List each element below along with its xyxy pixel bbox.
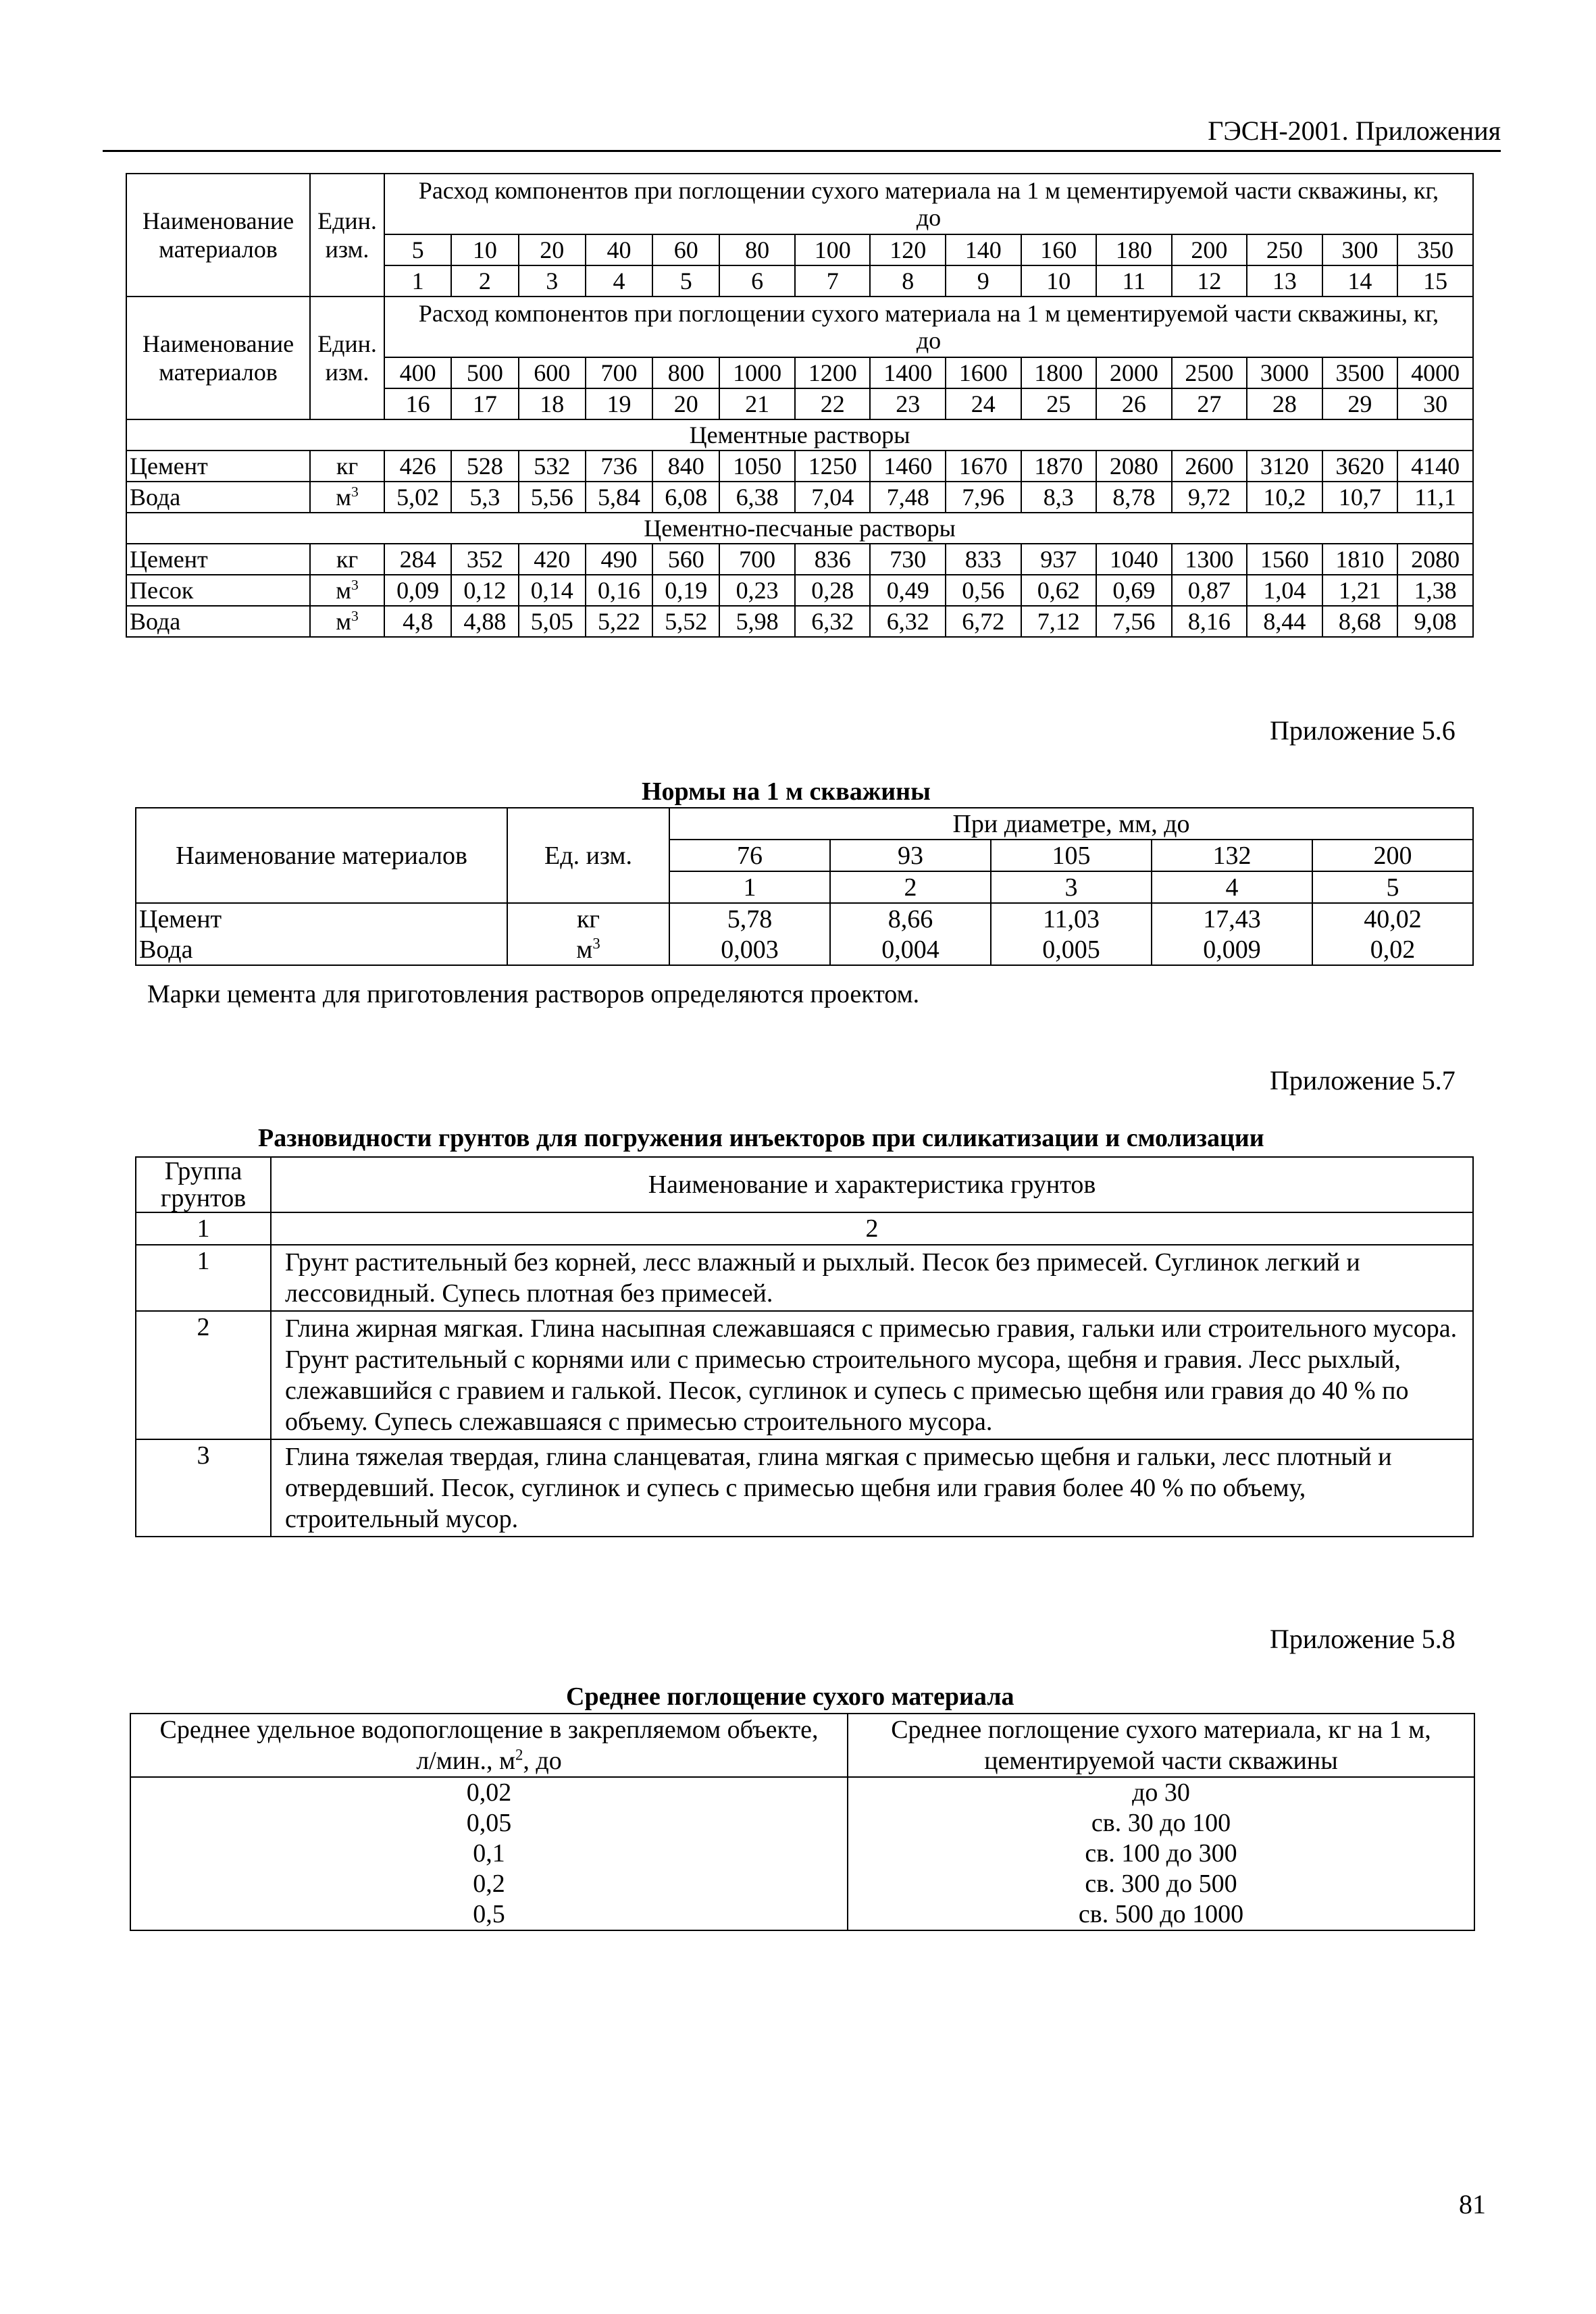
value-cell: 7,56 xyxy=(1096,606,1172,637)
group-number: 2 xyxy=(136,1311,271,1439)
data-row xyxy=(130,1869,1474,1899)
column-number: 18 xyxy=(519,388,586,419)
header-sup: 2 xyxy=(515,1746,523,1764)
group-number: 1 xyxy=(136,1245,271,1311)
column-number: 28 xyxy=(1247,388,1322,419)
value-cell: 0,62 xyxy=(1021,575,1097,606)
col-desc-header: Наименование и характеристика грунтов xyxy=(271,1157,1473,1212)
data-row xyxy=(136,1439,1473,1537)
value-header: 1000 xyxy=(719,357,795,388)
unit-text: $м^3$ xyxy=(336,608,359,635)
value-cell: 4140 xyxy=(1397,451,1473,482)
water-absorption-value: 0,2 xyxy=(130,1869,848,1899)
unit-superscript: 3 xyxy=(351,608,359,624)
diameter-header: 76 xyxy=(669,840,830,871)
data-row xyxy=(130,1777,1474,1808)
diameter-header: 105 xyxy=(991,840,1152,871)
value-cell: 1,04 xyxy=(1247,575,1322,606)
value-cell: 6,32 xyxy=(795,606,871,637)
value-cell: 1870 xyxy=(1021,451,1097,482)
value-header: 2500 xyxy=(1172,357,1247,388)
material-name: Цемент xyxy=(136,903,507,934)
soil-types-table xyxy=(135,1156,1474,1537)
value-cell: 0,009 xyxy=(1152,934,1312,965)
value-cell: 0,14 xyxy=(519,575,586,606)
unit-text: $м^3$ xyxy=(576,934,600,964)
value-cell: 560 xyxy=(652,544,719,575)
header-text: Среднее удельное водопоглощение в закрепляемом объекте, л/мин., м xyxy=(159,1716,819,1775)
block1-caption: Расход компонентов при поглощении сухого материала на 1 м цементируемой части скважины, кг, до xyxy=(384,174,1473,234)
appendix-5-7-title: Разновидности грунтов для погружения инъекторов при силикатизации и смолизации xyxy=(258,1124,1264,1152)
column-number: 9 xyxy=(946,265,1021,297)
value-header: 20 xyxy=(519,234,586,265)
nums-row xyxy=(136,1212,1473,1245)
value-cell: 5,84 xyxy=(586,482,652,513)
dry-absorption-value: до 30 xyxy=(848,1777,1474,1808)
data-row xyxy=(126,482,1473,513)
header-row xyxy=(136,1157,1473,1212)
column-number: 16 xyxy=(384,388,451,419)
value-header: 400 xyxy=(384,357,451,388)
value-cell: 1,38 xyxy=(1397,575,1473,606)
value-header: 80 xyxy=(719,234,795,265)
data-row xyxy=(136,1311,1473,1439)
value-cell: 7,96 xyxy=(946,482,1021,513)
column-number: 5 xyxy=(652,265,719,297)
absorption-table xyxy=(130,1713,1475,1931)
value-header: 1800 xyxy=(1021,357,1097,388)
value-header: 3500 xyxy=(1322,357,1398,388)
data-row xyxy=(126,575,1473,606)
data-row xyxy=(130,1839,1474,1869)
material-name: Цемент xyxy=(126,451,310,482)
value-cell: 3120 xyxy=(1247,451,1322,482)
value-cell: 1250 xyxy=(795,451,871,482)
value-cell: 0,23 xyxy=(719,575,795,606)
unit-cell xyxy=(507,934,669,965)
col-name-header: Наименование материалов xyxy=(136,808,507,903)
value-cell: 8,66 xyxy=(830,903,991,934)
col-name-header: Наименование материалов xyxy=(126,174,310,297)
value-cell: 532 xyxy=(519,451,586,482)
column-number: 4 xyxy=(1152,871,1312,903)
value-cell: 4,8 xyxy=(384,606,451,637)
value-cell: 9,08 xyxy=(1397,606,1473,637)
value-cell: 8,44 xyxy=(1247,606,1322,637)
value-cell: 8,68 xyxy=(1322,606,1398,637)
column-number: 2 xyxy=(451,265,518,297)
data-row xyxy=(136,1245,1473,1311)
col-name-header: Наименование материалов xyxy=(126,297,310,419)
column-number: 8 xyxy=(870,265,946,297)
appendix-5-8-title: Среднее поглощение сухого материала xyxy=(566,1682,1014,1711)
value-cell: 5,98 xyxy=(719,606,795,637)
value-cell: 0,12 xyxy=(451,575,518,606)
value-cell: 0,49 xyxy=(870,575,946,606)
value-cell: 6,32 xyxy=(870,606,946,637)
value-cell: 284 xyxy=(384,544,451,575)
unit-cell: кг xyxy=(310,544,384,575)
value-cell: 0,19 xyxy=(652,575,719,606)
value-cell: 5,52 xyxy=(652,606,719,637)
value-header: 180 xyxy=(1096,234,1172,265)
value-header: 500 xyxy=(451,357,518,388)
appendix-5-7-label: Приложение 5.7 xyxy=(1270,1065,1456,1096)
value-header: 700 xyxy=(586,357,652,388)
value-header: 1200 xyxy=(795,357,871,388)
column-number: 12 xyxy=(1172,265,1247,297)
value-cell: 5,02 xyxy=(384,482,451,513)
unit-superscript: 3 xyxy=(592,934,600,952)
value-cell: 10,7 xyxy=(1322,482,1398,513)
column-number: 23 xyxy=(870,388,946,419)
value-header: 10 xyxy=(451,234,518,265)
data-row xyxy=(126,451,1473,482)
value-cell: 7,04 xyxy=(795,482,871,513)
value-cell: 730 xyxy=(870,544,946,575)
value-cell: 1810 xyxy=(1322,544,1398,575)
value-cell: 2080 xyxy=(1096,451,1172,482)
water-absorption-value: 0,5 xyxy=(130,1899,848,1930)
material-name: Вода xyxy=(126,482,310,513)
value-cell: 0,16 xyxy=(586,575,652,606)
column-number: 11 xyxy=(1096,265,1172,297)
value-header: 350 xyxy=(1397,234,1473,265)
value-cell: 0,003 xyxy=(669,934,830,965)
value-cell: 6,72 xyxy=(946,606,1021,637)
column-number: 10 xyxy=(1021,265,1097,297)
block2-caption: Расход компонентов при поглощении сухого материала на 1 м цементируемой части скважины, кг, до xyxy=(384,297,1473,357)
value-header: 4000 xyxy=(1397,357,1473,388)
value-cell: 0,09 xyxy=(384,575,451,606)
value-cell: 8,3 xyxy=(1021,482,1097,513)
data-row xyxy=(136,903,1473,934)
water-absorption-value: 0,1 xyxy=(130,1839,848,1869)
page-header: ГЭСН-2001. Приложения xyxy=(103,116,1501,152)
value-cell: 0,28 xyxy=(795,575,871,606)
value-header: 1600 xyxy=(946,357,1021,388)
value-cell: 5,56 xyxy=(519,482,586,513)
header-text: , до xyxy=(523,1747,562,1775)
unit-text: $м^3$ xyxy=(336,484,359,511)
value-header: 160 xyxy=(1021,234,1097,265)
value-cell: 840 xyxy=(652,451,719,482)
soil-description: Глина тяжелая твердая, глина сланцеватая, глина мягкая с примесью щебня и гальки, лесс плотный и отвердевший. Песок, суглинок и супесь с примесью щебня или гравия более 40 % по объему, строительный мусор. xyxy=(271,1439,1473,1537)
column-number: 26 xyxy=(1096,388,1172,419)
value-cell: 736 xyxy=(586,451,652,482)
cement-note: Марки цемента для приготовления растворов определяются проектом. xyxy=(147,980,920,1008)
value-header: 600 xyxy=(519,357,586,388)
header-row xyxy=(126,297,1473,357)
value-cell: 8,78 xyxy=(1096,482,1172,513)
material-name: Вода xyxy=(136,934,507,965)
value-cell: 2080 xyxy=(1397,544,1473,575)
data-row xyxy=(126,606,1473,637)
value-cell: 5,22 xyxy=(586,606,652,637)
column-number: 3 xyxy=(991,871,1152,903)
value-header: 60 xyxy=(652,234,719,265)
value-cell: 7,48 xyxy=(870,482,946,513)
header-row xyxy=(136,808,1473,840)
value-cell: 528 xyxy=(451,451,518,482)
appendix-5-6-title: Нормы на 1 м скважины xyxy=(642,777,931,806)
value-cell: 10,2 xyxy=(1247,482,1322,513)
appendix-5-8-label: Приложение 5.8 xyxy=(1270,1624,1456,1654)
value-cell: 6,08 xyxy=(652,482,719,513)
value-cell: 1460 xyxy=(870,451,946,482)
value-cell: 420 xyxy=(519,544,586,575)
value-header: 300 xyxy=(1322,234,1398,265)
value-cell: 8,16 xyxy=(1172,606,1247,637)
value-header: 40 xyxy=(586,234,652,265)
value-cell: 426 xyxy=(384,451,451,482)
col-unit-header: Един. изм. xyxy=(310,297,384,419)
appendix-5-6-label: Приложение 5.6 xyxy=(1270,715,1456,746)
section-row xyxy=(126,419,1473,451)
value-cell: 700 xyxy=(719,544,795,575)
value-cell: 1670 xyxy=(946,451,1021,482)
soil-description: Грунт растительный без корней, лесс влажный и рыхлый. Песок без примесей. Суглинок легкий и лессовидный. Супесь плотная без примесей. xyxy=(271,1245,1473,1311)
column-number: 14 xyxy=(1322,265,1398,297)
column-number: 25 xyxy=(1021,388,1097,419)
unit-cell: кг xyxy=(310,451,384,482)
diameter-header: 132 xyxy=(1152,840,1312,871)
column-number: 27 xyxy=(1172,388,1247,419)
unit-cell: кг xyxy=(507,903,669,934)
column-number: 1 xyxy=(384,265,451,297)
value-cell: 0,02 xyxy=(1312,934,1473,965)
column-number: 21 xyxy=(719,388,795,419)
consumption-table xyxy=(126,173,1474,638)
column-number: 22 xyxy=(795,388,871,419)
unit-text: $м^3$ xyxy=(336,577,359,604)
value-cell: 0,004 xyxy=(830,934,991,965)
material-name: Вода xyxy=(126,606,310,637)
col-absorption-header xyxy=(130,1714,848,1777)
value-cell: 1050 xyxy=(719,451,795,482)
group-number: 3 xyxy=(136,1439,271,1537)
value-header: 200 xyxy=(1172,234,1247,265)
value-cell: 352 xyxy=(451,544,518,575)
column-number: 15 xyxy=(1397,265,1473,297)
page-number: 81 xyxy=(1459,2189,1486,2219)
column-number: 29 xyxy=(1322,388,1398,419)
value-header: 250 xyxy=(1247,234,1322,265)
column-number: 17 xyxy=(451,388,518,419)
unit-cell xyxy=(310,606,384,637)
value-cell: 5,05 xyxy=(519,606,586,637)
material-name: Цемент xyxy=(126,544,310,575)
norms-table xyxy=(135,807,1474,966)
value-cell: 836 xyxy=(795,544,871,575)
dry-absorption-value: св. 100 до 300 xyxy=(848,1839,1474,1869)
value-cell: 5,78 xyxy=(669,903,830,934)
section-title: Цементные растворы xyxy=(126,419,1473,451)
diameter-header: 93 xyxy=(830,840,991,871)
column-number: 2 xyxy=(271,1212,1473,1245)
column-number: 5 xyxy=(1312,871,1473,903)
col-unit-header: Един. изм. xyxy=(310,174,384,297)
value-cell: 7,12 xyxy=(1021,606,1097,637)
value-header: 100 xyxy=(795,234,871,265)
water-absorption-value: 0,02 xyxy=(130,1777,848,1808)
section-title: Цементно-песчаные растворы xyxy=(126,513,1473,544)
water-absorption-value: 0,05 xyxy=(130,1808,848,1839)
dry-absorption-value: св. 30 до 100 xyxy=(848,1808,1474,1839)
header-row xyxy=(126,174,1473,234)
value-header: 1400 xyxy=(870,357,946,388)
value-header: 3000 xyxy=(1247,357,1322,388)
unit-cell xyxy=(310,575,384,606)
value-cell: 490 xyxy=(586,544,652,575)
section-row xyxy=(126,513,1473,544)
value-cell: 40,02 xyxy=(1312,903,1473,934)
column-number: 13 xyxy=(1247,265,1322,297)
col-dry-absorption-header: Среднее поглощение сухого материала, кг на 1 м, цементируемой части скважины xyxy=(848,1714,1474,1777)
column-number: 7 xyxy=(795,265,871,297)
value-cell: 0,87 xyxy=(1172,575,1247,606)
value-header: 140 xyxy=(946,234,1021,265)
column-number: 2 xyxy=(830,871,991,903)
value-cell: 2600 xyxy=(1172,451,1247,482)
column-number: 30 xyxy=(1397,388,1473,419)
unit-cell xyxy=(310,482,384,513)
dry-absorption-value: св. 300 до 500 xyxy=(848,1869,1474,1899)
diameter-header: 200 xyxy=(1312,840,1473,871)
data-row xyxy=(126,544,1473,575)
value-cell: 833 xyxy=(946,544,1021,575)
column-number: 20 xyxy=(652,388,719,419)
header-row xyxy=(130,1714,1474,1777)
data-row xyxy=(130,1899,1474,1930)
dry-absorption-value: св. 500 до 1000 xyxy=(848,1899,1474,1930)
value-cell: 11,1 xyxy=(1397,482,1473,513)
value-cell: 937 xyxy=(1021,544,1097,575)
column-number: 19 xyxy=(586,388,652,419)
value-cell: 4,88 xyxy=(451,606,518,637)
soil-description: Глина жирная мягкая. Глина насыпная слежавшаяся с примесью гравия, гальки или строительного мусора. Грунт растительный с корнями или с примесью строительного мусора, щебня и гравия. Лесс рыхлый, слежавшийся с гравием и галькой. Песок, суглинок и супесь с примесью щебня или гравия до 40 % по объему. Супесь слежавшаяся с примесью строительного мусора. xyxy=(271,1311,1473,1439)
diameter-group-header: При диаметре, мм, до xyxy=(669,808,1473,840)
value-cell: 1,21 xyxy=(1322,575,1398,606)
value-header: 120 xyxy=(870,234,946,265)
value-cell: 1300 xyxy=(1172,544,1247,575)
material-name: Песок xyxy=(126,575,310,606)
value-cell: 5,3 xyxy=(451,482,518,513)
value-cell: 0,69 xyxy=(1096,575,1172,606)
value-cell: 9,72 xyxy=(1172,482,1247,513)
unit-superscript: 3 xyxy=(351,577,359,593)
column-number: 1 xyxy=(669,871,830,903)
column-number: 24 xyxy=(946,388,1021,419)
column-number: 3 xyxy=(519,265,586,297)
column-number: 1 xyxy=(136,1212,271,1245)
value-cell: 0,56 xyxy=(946,575,1021,606)
col-group-header: Группа грунтов xyxy=(136,1157,271,1212)
value-header: 800 xyxy=(652,357,719,388)
value-header: 5 xyxy=(384,234,451,265)
value-cell: 1560 xyxy=(1247,544,1322,575)
value-header: 2000 xyxy=(1096,357,1172,388)
value-cell: 1040 xyxy=(1096,544,1172,575)
col-unit-header: Ед. изм. xyxy=(507,808,669,903)
value-cell: 3620 xyxy=(1322,451,1398,482)
value-cell: 17,43 xyxy=(1152,903,1312,934)
unit-superscript: 3 xyxy=(351,484,359,500)
value-cell: 0,005 xyxy=(991,934,1152,965)
column-number: 6 xyxy=(719,265,795,297)
column-number: 4 xyxy=(586,265,652,297)
data-row xyxy=(136,934,1473,965)
value-cell: 11,03 xyxy=(991,903,1152,934)
data-row xyxy=(130,1808,1474,1839)
value-cell: 6,38 xyxy=(719,482,795,513)
